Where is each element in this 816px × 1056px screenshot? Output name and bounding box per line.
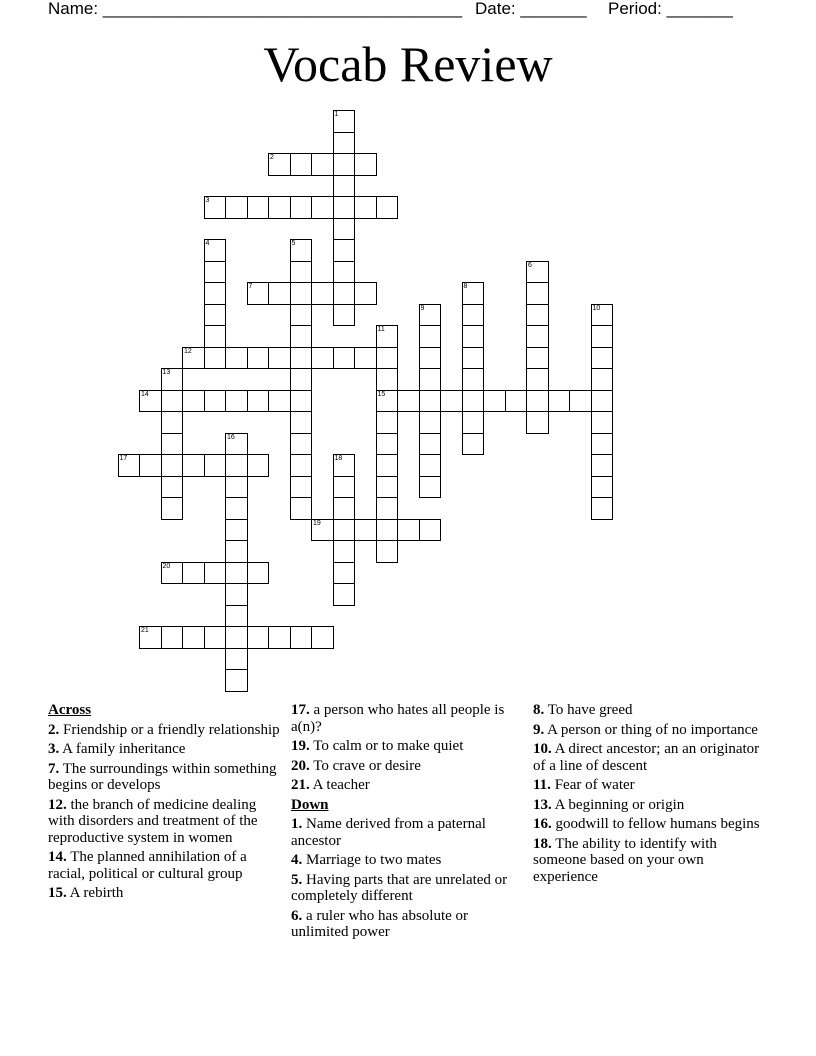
- grid-cell[interactable]: [333, 454, 356, 477]
- grid-cell[interactable]: [290, 196, 313, 219]
- clue-number-label: 17: [119, 455, 128, 462]
- grid-cell[interactable]: [376, 476, 399, 499]
- grid-cell[interactable]: [419, 304, 442, 327]
- grid-cell[interactable]: [182, 562, 205, 585]
- clue-number-label: 20: [162, 562, 171, 570]
- grid-cell[interactable]: [290, 347, 313, 370]
- clue-item: [48, 797, 286, 847]
- grid-cell[interactable]: [268, 347, 291, 370]
- grid-cell[interactable]: [333, 196, 356, 219]
- grid-cell[interactable]: [290, 282, 313, 305]
- clue-number-label: 18: [334, 455, 343, 462]
- clue-item: [291, 852, 527, 869]
- grid-cell[interactable]: [333, 175, 356, 198]
- period-field[interactable]: Period: _______: [608, 0, 733, 18]
- grid-cell[interactable]: [591, 368, 614, 391]
- grid-cell[interactable]: [182, 390, 205, 413]
- grid-cell[interactable]: [376, 454, 399, 477]
- grid-cell[interactable]: [311, 347, 334, 370]
- grid-cell[interactable]: [204, 390, 227, 413]
- clue-item: [291, 872, 527, 905]
- clue-item: [48, 849, 286, 882]
- clue-text: The surroundings within something begins or develops: [48, 760, 277, 793]
- clue-text: Having parts that are unrelated or completely different: [291, 871, 508, 904]
- grid-cell[interactable]: [225, 605, 248, 628]
- clue-number: 21.: [291, 777, 310, 793]
- grid-cell[interactable]: [419, 476, 442, 499]
- grid-cell[interactable]: [376, 411, 399, 434]
- grid-cell[interactable]: [462, 390, 485, 413]
- clue-number: 2.: [48, 721, 60, 738]
- clue-item: [533, 836, 763, 886]
- grid-cell[interactable]: [311, 626, 334, 649]
- clue-number: 8.: [533, 702, 545, 718]
- clue-number-label: 3: [205, 197, 210, 204]
- grid-cell[interactable]: [419, 368, 442, 391]
- clue-number-label: 4: [205, 240, 210, 247]
- grid-cell[interactable]: [182, 347, 205, 370]
- grid-cell[interactable]: [526, 282, 549, 305]
- grid-cell[interactable]: [268, 153, 291, 176]
- clue-number: 3.: [48, 741, 60, 757]
- grid-cell[interactable]: [591, 454, 614, 477]
- grid-cell[interactable]: [462, 411, 485, 434]
- grid-cell[interactable]: [591, 433, 614, 456]
- grid-cell[interactable]: [268, 196, 291, 219]
- grid-cell[interactable]: [333, 497, 356, 520]
- clue-text: the branch of medicine dealing with disorders and treatment of the reproductive system in women: [48, 796, 258, 846]
- grid-cell[interactable]: [526, 390, 549, 413]
- grid-cell[interactable]: [333, 218, 356, 241]
- clue-item: [48, 722, 286, 739]
- clues-column-2: [291, 702, 527, 944]
- grid-cell[interactable]: [182, 626, 205, 649]
- clue-number-label: 7: [248, 283, 253, 290]
- clue-text: To have greed: [544, 702, 633, 718]
- clue-item: [533, 702, 763, 719]
- clue-text: a ruler who has absolute or unlimited power: [291, 907, 469, 940]
- grid-cell[interactable]: [591, 325, 614, 348]
- grid-cell[interactable]: [290, 626, 313, 649]
- grid-cell[interactable]: [161, 368, 184, 391]
- clue-number-label: 14: [141, 390, 149, 398]
- date-field[interactable]: Date: _______: [475, 0, 587, 18]
- grid-cell[interactable]: [225, 626, 248, 649]
- grid-cell[interactable]: [333, 239, 356, 262]
- clue-number: 15.: [48, 885, 67, 901]
- grid-cell[interactable]: [333, 132, 356, 155]
- grid-cell[interactable]: [419, 325, 442, 348]
- grid-cell[interactable]: [290, 304, 313, 327]
- grid-cell[interactable]: [483, 390, 506, 413]
- grid-cell[interactable]: [182, 454, 205, 477]
- clue-text: A teacher: [309, 777, 370, 793]
- grid-cell[interactable]: [505, 390, 528, 413]
- grid-cell[interactable]: [247, 390, 270, 413]
- grid-cell[interactable]: [591, 304, 614, 327]
- grid-cell[interactable]: [247, 454, 270, 477]
- grid-cell[interactable]: [290, 239, 313, 262]
- grid-cell[interactable]: [311, 153, 334, 176]
- grid-cell[interactable]: [225, 476, 248, 499]
- clue-number-label: 5: [291, 240, 296, 247]
- grid-cell[interactable]: [225, 519, 248, 542]
- across-heading: Across: [48, 702, 92, 718]
- clue-number-label: 21: [141, 627, 149, 634]
- grid-cell[interactable]: [462, 347, 485, 370]
- grid-cell[interactable]: [526, 325, 549, 348]
- grid-cell[interactable]: [161, 497, 184, 520]
- clue-text: A beginning or origin: [551, 796, 685, 813]
- clue-text: goodwill to fellow humans begins: [551, 816, 760, 832]
- grid-cell[interactable]: [290, 476, 313, 499]
- grid-cell[interactable]: [376, 540, 399, 563]
- clue-text: Name derived from a paternal ancestor: [291, 816, 486, 849]
- grid-cell[interactable]: [548, 390, 571, 413]
- grid-cell[interactable]: [333, 282, 356, 305]
- clue-text: The ability to identify with someone based on your own experience: [533, 835, 717, 885]
- grid-cell[interactable]: [161, 433, 184, 456]
- grid-cell[interactable]: [354, 347, 377, 370]
- grid-cell[interactable]: [333, 110, 356, 133]
- clue-text: Fear of water: [550, 777, 635, 793]
- grid-cell[interactable]: [526, 411, 549, 434]
- clue-text: To calm or to make quiet: [309, 738, 464, 754]
- clue-item: [291, 816, 527, 849]
- grid-cell[interactable]: [376, 196, 399, 219]
- clue-item: [291, 738, 527, 755]
- clue-number: 20.: [291, 757, 310, 774]
- grid-cell[interactable]: [333, 519, 356, 542]
- grid-cell[interactable]: [161, 454, 184, 477]
- grid-cell[interactable]: [419, 519, 442, 542]
- grid-cell[interactable]: [591, 497, 614, 520]
- grid-cell[interactable]: [526, 304, 549, 327]
- clue-number-label: 11: [377, 326, 385, 333]
- grid-cell[interactable]: [333, 540, 356, 563]
- clue-number: 14.: [48, 849, 67, 865]
- grid-cell[interactable]: [311, 519, 334, 542]
- grid-cell[interactable]: [419, 390, 442, 413]
- clues-column-3: [533, 702, 763, 888]
- clue-text: Marriage to two mates: [302, 852, 442, 868]
- clue-item: [48, 885, 286, 902]
- grid-cell[interactable]: [440, 390, 463, 413]
- grid-cell[interactable]: [139, 454, 162, 477]
- grid-cell[interactable]: [311, 196, 334, 219]
- grid-cell[interactable]: [333, 304, 356, 327]
- clues-column-1: [48, 702, 286, 905]
- clue-number: 4.: [291, 852, 303, 868]
- grid-cell[interactable]: [526, 261, 549, 284]
- grid-cell[interactable]: [376, 433, 399, 456]
- grid-cell[interactable]: [204, 196, 227, 219]
- grid-cell[interactable]: [161, 390, 184, 413]
- grid-cell[interactable]: [419, 454, 442, 477]
- clue-number: 10.: [533, 741, 552, 757]
- grid-cell[interactable]: [311, 282, 334, 305]
- grid-cell[interactable]: [419, 433, 442, 456]
- grid-cell[interactable]: [419, 347, 442, 370]
- clue-item: [533, 741, 763, 774]
- clue-text: A family inheritance: [59, 741, 186, 757]
- grid-cell[interactable]: [268, 282, 291, 305]
- clue-item: [48, 741, 286, 758]
- clue-item: [291, 758, 527, 775]
- grid-cell[interactable]: [225, 497, 248, 520]
- grid-cell[interactable]: [376, 325, 399, 348]
- grid-cell[interactable]: [118, 454, 141, 477]
- grid-cell[interactable]: [225, 540, 248, 563]
- clue-number-label: 12: [184, 347, 192, 355]
- clue-number-label: 13: [162, 369, 171, 376]
- grid-cell[interactable]: [204, 261, 227, 284]
- clue-item: [48, 761, 286, 794]
- grid-cell[interactable]: [354, 519, 377, 542]
- grid-cell[interactable]: [333, 347, 356, 370]
- clue-number-label: 6: [528, 261, 532, 269]
- grid-cell[interactable]: [268, 390, 291, 413]
- grid-cell[interactable]: [161, 562, 184, 585]
- clue-number-label: 8: [463, 283, 468, 290]
- clue-text: A person or thing of no importance: [544, 721, 758, 738]
- grid-cell[interactable]: [419, 411, 442, 434]
- grid-cell[interactable]: [225, 583, 248, 606]
- grid-cell[interactable]: [376, 497, 399, 520]
- name-field[interactable]: Name: ______________________________________: [48, 0, 463, 18]
- grid-cell[interactable]: [591, 347, 614, 370]
- grid-cell[interactable]: [139, 626, 162, 649]
- clue-number: 16.: [533, 816, 552, 832]
- grid-cell[interactable]: [225, 562, 248, 585]
- grid-cell[interactable]: [161, 411, 184, 434]
- grid-cell[interactable]: [526, 368, 549, 391]
- grid-cell[interactable]: [290, 433, 313, 456]
- grid-cell[interactable]: [591, 476, 614, 499]
- clue-number: 5.: [291, 871, 303, 888]
- clue-number-label: 15: [377, 390, 386, 398]
- clue-text: A direct ancestor; an an originator of a line of descent: [533, 741, 760, 774]
- grid-cell[interactable]: [290, 325, 313, 348]
- clue-item: [291, 908, 527, 941]
- grid-cell[interactable]: [225, 196, 248, 219]
- clue-number-label: 16: [227, 433, 235, 441]
- grid-cell[interactable]: [462, 304, 485, 327]
- grid-cell[interactable]: [247, 626, 270, 649]
- clue-text: Friendship or a friendly relationship: [59, 721, 280, 738]
- page-title: Vocab Review: [263, 36, 553, 92]
- clue-item: [533, 797, 763, 814]
- clue-number: 12.: [48, 796, 67, 813]
- grid-cell[interactable]: [290, 497, 313, 520]
- grid-cell[interactable]: [333, 261, 356, 284]
- clue-item: [291, 702, 527, 735]
- clue-number-label: 19: [313, 519, 321, 527]
- down-heading: Down: [291, 796, 329, 813]
- grid-cell[interactable]: [591, 390, 614, 413]
- clue-number: 6.: [291, 907, 303, 924]
- clue-number: 7.: [48, 760, 60, 777]
- clue-text: A rebirth: [66, 885, 124, 901]
- clue-number: 11.: [533, 777, 551, 793]
- grid-cell[interactable]: [204, 282, 227, 305]
- grid-cell[interactable]: [376, 368, 399, 391]
- grid-cell[interactable]: [204, 454, 227, 477]
- clue-item: [533, 816, 763, 833]
- grid-cell[interactable]: [225, 433, 248, 456]
- grid-cell[interactable]: [333, 583, 356, 606]
- grid-cell[interactable]: [376, 347, 399, 370]
- grid-cell[interactable]: [569, 390, 592, 413]
- grid-cell[interactable]: [376, 390, 399, 413]
- clue-number-label: 10: [592, 304, 601, 312]
- clue-number: 1.: [291, 816, 303, 832]
- grid-cell[interactable]: [247, 196, 270, 219]
- grid-cell[interactable]: [290, 261, 313, 284]
- clue-number: 18.: [533, 835, 552, 852]
- grid-cell[interactable]: [526, 347, 549, 370]
- grid-cell[interactable]: [290, 454, 313, 477]
- clue-number: 17.: [291, 702, 310, 718]
- grid-cell[interactable]: [139, 390, 162, 413]
- grid-cell[interactable]: [333, 562, 356, 585]
- grid-cell[interactable]: [290, 368, 313, 391]
- grid-cell[interactable]: [333, 153, 356, 176]
- grid-cell[interactable]: [397, 519, 420, 542]
- grid-cell[interactable]: [225, 669, 248, 692]
- grid-cell[interactable]: [247, 562, 270, 585]
- clue-text: a person who hates all people is a(n)?: [291, 702, 505, 735]
- clue-number: 13.: [533, 796, 552, 813]
- clue-text: To crave or desire: [309, 757, 421, 774]
- clue-number-label: 1: [334, 111, 339, 118]
- grid-cell[interactable]: [225, 454, 248, 477]
- grid-cell[interactable]: [225, 648, 248, 671]
- clue-number-label: 2: [270, 154, 274, 161]
- grid-cell[interactable]: [290, 411, 313, 434]
- clue-item: [533, 722, 763, 739]
- grid-cell[interactable]: [268, 626, 291, 649]
- grid-cell[interactable]: [161, 626, 184, 649]
- grid-cell[interactable]: [225, 347, 248, 370]
- clue-number: 19.: [291, 738, 310, 754]
- grid-cell[interactable]: [354, 282, 377, 305]
- grid-cell[interactable]: [376, 519, 399, 542]
- grid-cell[interactable]: [225, 390, 248, 413]
- grid-cell[interactable]: [462, 282, 485, 305]
- grid-cell[interactable]: [204, 347, 227, 370]
- clue-item: [291, 777, 527, 794]
- grid-cell[interactable]: [204, 626, 227, 649]
- grid-cell[interactable]: [462, 368, 485, 391]
- grid-cell[interactable]: [204, 562, 227, 585]
- grid-cell[interactable]: [247, 347, 270, 370]
- grid-cell[interactable]: [462, 325, 485, 348]
- grid-cell[interactable]: [247, 282, 270, 305]
- grid-cell[interactable]: [462, 433, 485, 456]
- clue-number: 9.: [533, 721, 545, 738]
- grid-cell[interactable]: [354, 196, 377, 219]
- grid-cell[interactable]: [290, 153, 313, 176]
- clue-number-label: 9: [420, 304, 425, 312]
- grid-cell[interactable]: [204, 304, 227, 327]
- grid-cell[interactable]: [397, 390, 420, 413]
- grid-cell[interactable]: [204, 325, 227, 348]
- grid-cell[interactable]: [333, 476, 356, 499]
- grid-cell[interactable]: [161, 476, 184, 499]
- clue-item: [533, 777, 763, 794]
- clue-text: The planned annihilation of a racial, political or cultural group: [48, 849, 247, 882]
- grid-cell[interactable]: [204, 239, 227, 262]
- grid-cell[interactable]: [354, 153, 377, 176]
- worksheet-header: [48, 0, 768, 22]
- grid-cell[interactable]: [290, 390, 313, 413]
- grid-cell[interactable]: [591, 411, 614, 434]
